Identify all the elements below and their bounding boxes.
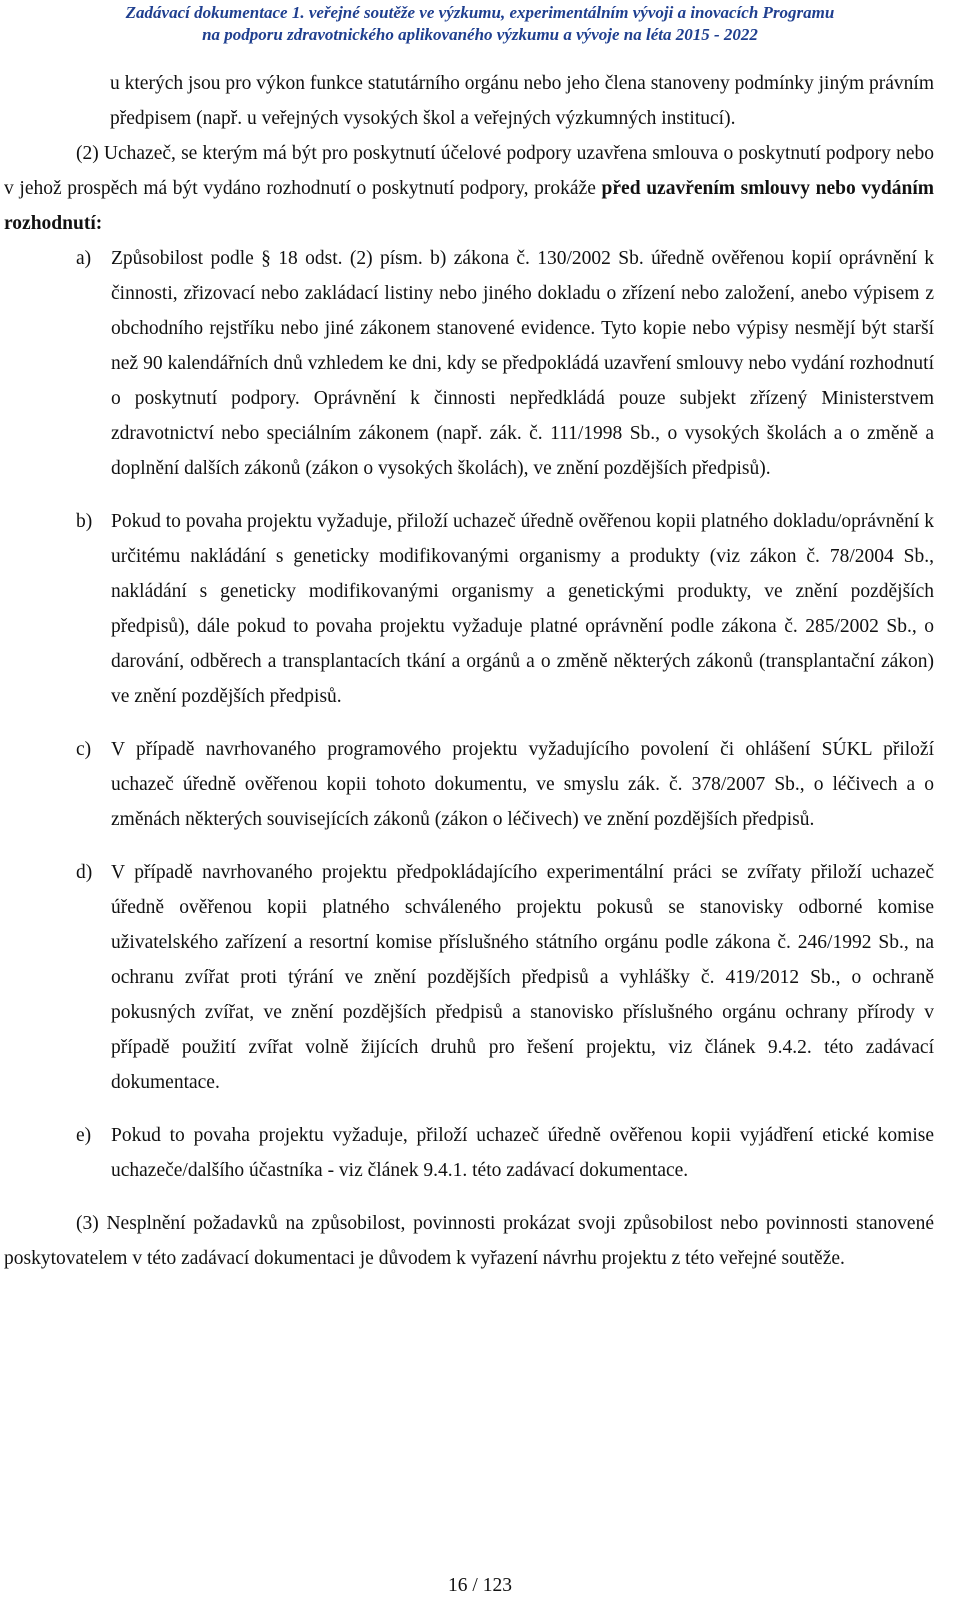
list-item-a	[4, 241, 934, 486]
list-item-text: Způsobilost podle § 18 odst. (2) písm. b) zákona č. 130/2002 Sb. úředně ověřenou kopií oprávnění k činnosti, zřizovací nebo zakládací listiny nebo jiného dokladu o zřízení nebo založení, anebo výpisem z obchodního rejstříku nebo jiné zákonem stanovené evidence. Tyto kopie nebo výpisy nesmějí být starší než 90 kalendářních dnů vzhledem ke dni, kdy se předpokládá uzavření smlouvy nebo vydání rozhodnutí o poskytnutí podpory. Oprávnění k činnosti nepředkládá pouze subjekt zřízený Ministerstvem zdravotnictví nebo speciálním zákonem (např. zák. č. 111/1998 Sb., o vysokých školách a o změně a doplnění dalších zákonů (zákon o vysokých školách), ve znění pozdějších předpisů).	[111, 248, 934, 479]
continuation-paragraph: u kterých jsou pro výkon funkce statutárního orgánu nebo jeho člena stanoveny podmínky jiným právním předpisem (např. u veřejných vysokých škol a veřejných výzkumných institucí).	[110, 73, 934, 129]
paragraph-2-text: (2) Uchazeč, se kterým má být pro poskytnutí účelové podpory uzavřena smlouva o poskytnutí podpory nebo v jehož prospěch má být vydáno rozhodnutí o poskytnutí podpory, prokáže	[4, 143, 934, 199]
document-body	[4, 66, 934, 1276]
list-item-text: V případě navrhovaného projektu předpokládajícího experimentální práci se zvířaty přiloží uchazeč úředně ověřenou kopii platného schváleného projektu pokusů se stanovisky odborné komise uživatelského zařízení a resortní komise příslušného státního orgánu podle zákona č. 246/1992 Sb., na ochranu zvířat proti týrání ve znění pozdějších předpisů a vyhlášky č. 419/2012 Sb., o ochraně pokusných zvířat, ve znění pozdějších předpisů a stanovisko příslušného orgánu ochrany přírody v případě použití zvířat volně žijících druhů pro řešení projektu, viz článek 9.4.2. této zadávací dokumentace.	[111, 862, 934, 1093]
paragraph-2	[4, 136, 934, 241]
page-number: 16 / 123	[448, 1575, 512, 1596]
paragraph-2-bold: před uzavřením smlouvy nebo vydáním rozhodnutí:	[4, 178, 935, 234]
list-item-label: a)	[76, 248, 92, 269]
list-item-text: V případě navrhovaného programového projektu vyžadujícího povolení či ohlášení SÚKL přiloží uchazeč úředně ověřenou kopii tohoto dokumentu, ve smyslu zák. č. 378/2007 Sb., o léčivech a o změnách některých souvisejících zákonů (zákon o léčivech) ve znění pozdějších předpisů.	[111, 739, 934, 830]
page-footer	[0, 1572, 960, 1600]
list-item-c	[4, 732, 934, 837]
header-line-2: na podporu zdravotnického aplikovaného výzkumu a vývoje na léta 2015 - 2022	[202, 25, 758, 44]
header-line-1: Zadávací dokumentace 1. veřejné soutěže ve výzkumu, experimentálním vývoji a inovacích Programu	[125, 3, 835, 22]
list-item-label: e)	[76, 1125, 92, 1146]
list-item-d	[4, 855, 934, 1100]
list-item-label: d)	[76, 862, 93, 883]
list-item-label: c)	[76, 739, 92, 760]
requirements-list	[4, 241, 934, 1188]
list-item-text: Pokud to povaha projektu vyžaduje, přiloží uchazeč úředně ověřenou kopii platného dokladu/oprávnění k určitému nakládání s geneticky modifikovanými organismy a produkty (viz zákon č. 78/2004 Sb., nakládání s geneticky modifikovanými organismy a genetickými produkty, ve znění pozdějších předpisů), dále pokud to povaha projektu vyžaduje platné oprávnění podle zákona č. 285/2002 Sb., o darování, odběrech a transplantacích tkání a orgánů a o změně některých zákonů (transplantační zákon) ve znění pozdějších předpisů.	[111, 511, 934, 707]
list-item-text: Pokud to povaha projektu vyžaduje, přiloží uchazeč úředně ověřenou kopii vyjádření etické komise uchazeče/dalšího účastníka - viz článek 9.4.1. této zadávací dokumentace.	[111, 1125, 934, 1181]
list-item-label: b)	[76, 511, 93, 532]
list-item-b	[4, 504, 934, 714]
paragraph-3: (3) Nesplnění požadavků na způsobilost, povinnosti prokázat svoji způsobilost nebo povinnosti stanovené poskytovatelem v této zadávací dokumentaci je důvodem k vyřazení návrhu projektu z této veřejné soutěže.	[4, 1213, 934, 1269]
document-header	[0, 2, 960, 46]
list-item-e	[4, 1118, 934, 1188]
